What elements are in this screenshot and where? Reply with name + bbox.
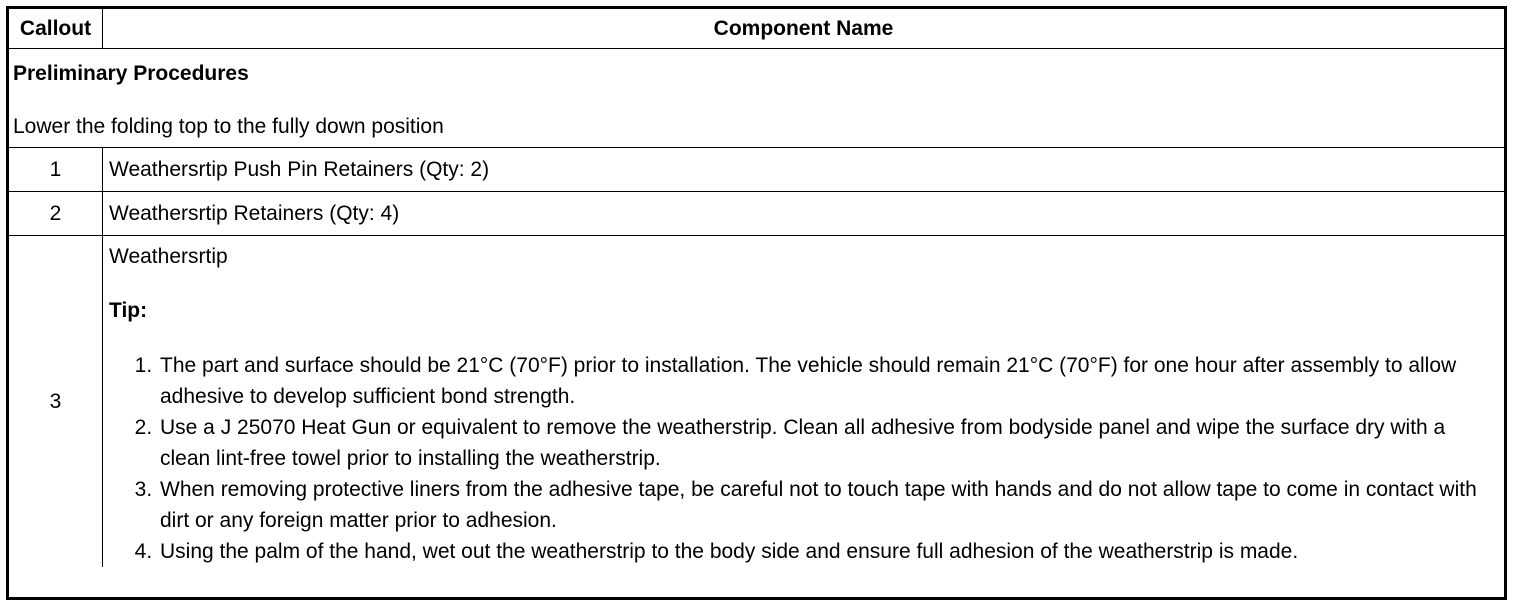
- header-component-name: Component Name: [103, 9, 1505, 49]
- callout-number: 1: [9, 148, 103, 192]
- tip-item: 2. Use a J 25070 Heat Gun or equivalent to remove the weatherstrip. Clean all adhesive from bodyside panel and wipe the surface dry with a clean lint-free towel prior to installing the weatherstrip.: [158, 412, 1498, 474]
- component-table: [9, 9, 1504, 567]
- table-row: [9, 236, 1504, 568]
- tip-list: [109, 350, 1498, 567]
- tip-label: Tip:: [109, 299, 148, 322]
- tip-item: 3. When removing protective liners from the adhesive tape, be careful not to touch tape with hands and do not allow tape to come in contact with dirt or any foreign matter prior to adhesion.: [158, 474, 1498, 536]
- table-row: [9, 148, 1504, 192]
- header-callout: Callout: [9, 9, 103, 49]
- preliminary-title: Preliminary Procedures: [13, 62, 249, 85]
- component-detail-cell: [103, 236, 1505, 568]
- component-name: Weathersrtip Retainers (Qty: 4): [103, 192, 1505, 236]
- tip-item: 4. Using the palm of the hand, wet out the weatherstrip to the body side and ensure full adhesion of the weatherstrip is made.: [158, 536, 1498, 567]
- component-name: Weathersrtip: [109, 245, 228, 268]
- tip-item: 1. The part and surface should be 21°C (70°F) prior to installation. The vehicle should remain 21°C (70°F) for one hour after assembly to allow adhesive to develop sufficient bond strength.: [158, 350, 1498, 412]
- component-table-frame: [6, 6, 1507, 600]
- table-header-row: [9, 9, 1504, 49]
- component-name: Weathersrtip Push Pin Retainers (Qty: 2): [103, 148, 1505, 192]
- preliminary-step: Lower the folding top to the fully down position: [13, 115, 444, 138]
- callout-number: 3: [9, 236, 103, 568]
- table-row: [9, 192, 1504, 236]
- preliminary-cell: [9, 49, 1504, 148]
- preliminary-row: [9, 49, 1504, 148]
- callout-number: 2: [9, 192, 103, 236]
